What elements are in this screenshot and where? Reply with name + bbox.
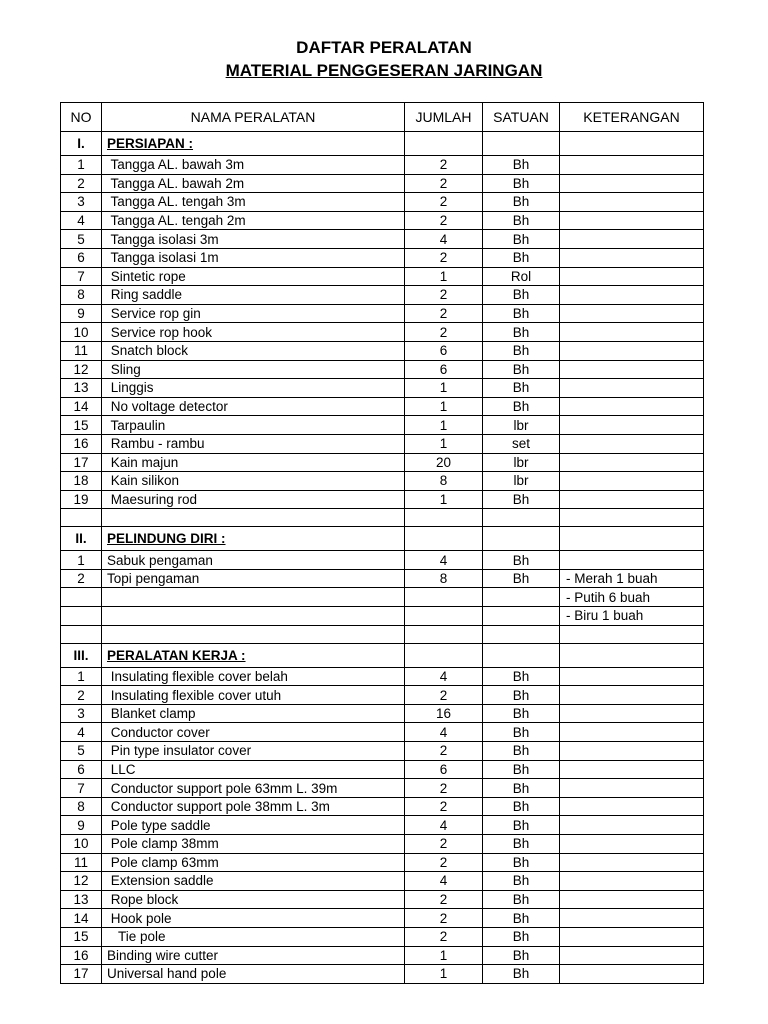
item-unit: Bh xyxy=(483,853,560,872)
item-quantity: 20 xyxy=(405,453,483,472)
item-quantity: 2 xyxy=(405,909,483,928)
item-name: Pin type insulator cover xyxy=(102,742,405,761)
table-row xyxy=(61,927,704,946)
item-note xyxy=(560,890,704,909)
header-note: KETERANGAN xyxy=(560,103,704,132)
item-unit: Bh xyxy=(483,890,560,909)
table-row xyxy=(61,490,704,509)
item-unit: Bh xyxy=(483,816,560,835)
table-row xyxy=(61,760,704,779)
item-name: Tangga AL. bawah 2m xyxy=(102,174,405,193)
table-row xyxy=(61,379,704,398)
item-unit: Bh xyxy=(483,286,560,305)
item-name: Extension saddle xyxy=(102,872,405,891)
item-unit: Bh xyxy=(483,742,560,761)
item-quantity: 6 xyxy=(405,760,483,779)
item-note xyxy=(560,286,704,305)
item-number: 5 xyxy=(61,230,102,249)
item-number: 3 xyxy=(61,704,102,723)
table-header-row xyxy=(61,103,704,132)
item-quantity: 2 xyxy=(405,797,483,816)
item-number: 1 xyxy=(61,667,102,686)
empty-cell xyxy=(560,132,704,156)
item-unit: Bh xyxy=(483,946,560,965)
item-unit: Bh xyxy=(483,248,560,267)
empty-cell xyxy=(405,625,483,643)
item-number: 13 xyxy=(61,890,102,909)
item-quantity: 4 xyxy=(405,551,483,570)
item-unit: Bh xyxy=(483,667,560,686)
item-name: Tarpaulin xyxy=(102,416,405,435)
item-quantity xyxy=(405,607,483,626)
item-unit: Bh xyxy=(483,211,560,230)
item-quantity: 2 xyxy=(405,835,483,854)
item-quantity: 1 xyxy=(405,416,483,435)
table-row xyxy=(61,156,704,175)
item-number: 12 xyxy=(61,872,102,891)
item-number xyxy=(61,588,102,607)
item-number: 4 xyxy=(61,211,102,230)
item-quantity: 2 xyxy=(405,927,483,946)
empty-cell xyxy=(560,643,704,667)
table-row xyxy=(61,434,704,453)
item-number: 10 xyxy=(61,323,102,342)
item-quantity: 1 xyxy=(405,397,483,416)
item-quantity: 4 xyxy=(405,230,483,249)
item-name: Service rop gin xyxy=(102,304,405,323)
item-note xyxy=(560,686,704,705)
item-number: 16 xyxy=(61,434,102,453)
table-row xyxy=(61,607,704,626)
empty-cell xyxy=(61,625,102,643)
item-note xyxy=(560,667,704,686)
item-name: Pole clamp 63mm xyxy=(102,853,405,872)
item-quantity: 4 xyxy=(405,872,483,891)
table-row xyxy=(61,416,704,435)
item-quantity: 6 xyxy=(405,360,483,379)
item-name: Insulating flexible cover utuh xyxy=(102,686,405,705)
item-name: Maesuring rod xyxy=(102,490,405,509)
item-note xyxy=(560,360,704,379)
item-number: 1 xyxy=(61,551,102,570)
item-unit: Bh xyxy=(483,723,560,742)
item-note: - Merah 1 buah xyxy=(560,569,704,588)
item-number: 18 xyxy=(61,472,102,491)
section-title: PERALATAN KERJA : xyxy=(107,647,246,663)
item-unit: Bh xyxy=(483,490,560,509)
item-number: 14 xyxy=(61,909,102,928)
item-note xyxy=(560,760,704,779)
table-row xyxy=(61,569,704,588)
item-unit: Bh xyxy=(483,156,560,175)
table-row xyxy=(61,174,704,193)
section-row xyxy=(61,643,704,667)
header-qty: JUMLAH xyxy=(405,103,483,132)
item-unit xyxy=(483,588,560,607)
item-note xyxy=(560,156,704,175)
header-no: NO xyxy=(61,103,102,132)
item-quantity: 4 xyxy=(405,723,483,742)
item-number: 10 xyxy=(61,835,102,854)
table-row xyxy=(61,360,704,379)
table-row xyxy=(61,341,704,360)
item-number: 4 xyxy=(61,723,102,742)
item-note xyxy=(560,779,704,798)
item-name: Pole type saddle xyxy=(102,816,405,835)
item-number: 6 xyxy=(61,760,102,779)
empty-cell xyxy=(405,643,483,667)
item-name: Conductor support pole 38mm L. 3m xyxy=(102,797,405,816)
table-row xyxy=(61,742,704,761)
document-subtitle: MATERIAL PENGGESERAN JARINGAN xyxy=(225,61,543,80)
item-unit: lbr xyxy=(483,453,560,472)
item-note xyxy=(560,723,704,742)
item-name: Ring saddle xyxy=(102,286,405,305)
section-title: PERSIAPAN : xyxy=(107,136,194,151)
item-quantity: 2 xyxy=(405,890,483,909)
item-name: Service rop hook xyxy=(102,323,405,342)
item-quantity: 8 xyxy=(405,569,483,588)
item-number: 11 xyxy=(61,341,102,360)
item-note xyxy=(560,248,704,267)
empty-cell xyxy=(405,132,483,156)
item-number: 9 xyxy=(61,304,102,323)
item-note xyxy=(560,379,704,398)
item-unit: Bh xyxy=(483,835,560,854)
item-note xyxy=(560,304,704,323)
item-quantity: 2 xyxy=(405,323,483,342)
table-row xyxy=(61,667,704,686)
empty-cell xyxy=(102,625,405,643)
item-number: 13 xyxy=(61,379,102,398)
item-unit: Bh xyxy=(483,686,560,705)
item-number: 5 xyxy=(61,742,102,761)
item-name: Universal hand pole xyxy=(102,965,405,984)
item-note xyxy=(560,174,704,193)
empty-cell xyxy=(102,509,405,527)
item-unit xyxy=(483,607,560,626)
item-quantity: 6 xyxy=(405,341,483,360)
item-name: Sabuk pengaman xyxy=(102,551,405,570)
item-unit: Bh xyxy=(483,909,560,928)
header-name: NAMA PERALATAN xyxy=(102,103,405,132)
empty-cell xyxy=(483,132,560,156)
item-name: Linggis xyxy=(102,379,405,398)
table-row xyxy=(61,946,704,965)
item-number: 14 xyxy=(61,397,102,416)
item-quantity: 8 xyxy=(405,472,483,491)
item-note xyxy=(560,472,704,491)
item-note xyxy=(560,453,704,472)
item-note xyxy=(560,397,704,416)
empty-cell xyxy=(405,509,483,527)
item-number: 2 xyxy=(61,686,102,705)
item-note xyxy=(560,434,704,453)
item-note xyxy=(560,341,704,360)
equipment-table xyxy=(60,102,704,984)
item-name: Tangga AL. tengah 2m xyxy=(102,211,405,230)
item-note xyxy=(560,742,704,761)
table-row xyxy=(61,304,704,323)
item-unit: Bh xyxy=(483,760,560,779)
table-row xyxy=(61,890,704,909)
item-number: 3 xyxy=(61,193,102,212)
item-unit: Rol xyxy=(483,267,560,286)
item-quantity: 2 xyxy=(405,742,483,761)
item-unit: Bh xyxy=(483,779,560,798)
empty-cell xyxy=(483,527,560,551)
item-unit: set xyxy=(483,434,560,453)
table-row xyxy=(61,248,704,267)
item-quantity: 2 xyxy=(405,304,483,323)
section-number: I. xyxy=(61,132,102,156)
item-note xyxy=(560,551,704,570)
item-note xyxy=(560,490,704,509)
item-unit: Bh xyxy=(483,872,560,891)
table-row xyxy=(61,193,704,212)
item-unit: Bh xyxy=(483,230,560,249)
item-quantity: 4 xyxy=(405,667,483,686)
item-quantity: 2 xyxy=(405,193,483,212)
table-row xyxy=(61,816,704,835)
item-name: Blanket clamp xyxy=(102,704,405,723)
item-quantity: 2 xyxy=(405,686,483,705)
item-unit: Bh xyxy=(483,965,560,984)
table-row xyxy=(61,853,704,872)
item-note xyxy=(560,323,704,342)
blank-row xyxy=(61,625,704,643)
empty-cell xyxy=(560,527,704,551)
item-note xyxy=(560,909,704,928)
item-number: 1 xyxy=(61,156,102,175)
section-title: PELINDUNG DIRI : xyxy=(107,531,226,547)
item-unit: Bh xyxy=(483,379,560,398)
item-quantity: 2 xyxy=(405,174,483,193)
table-row xyxy=(61,797,704,816)
item-note xyxy=(560,946,704,965)
table-row xyxy=(61,230,704,249)
item-quantity: 16 xyxy=(405,704,483,723)
section-number: II. xyxy=(61,527,102,551)
item-quantity: 2 xyxy=(405,286,483,305)
item-quantity: 2 xyxy=(405,211,483,230)
item-name xyxy=(102,588,405,607)
item-name: Snatch block xyxy=(102,341,405,360)
section-row xyxy=(61,527,704,551)
table-row xyxy=(61,704,704,723)
item-unit: Bh xyxy=(483,704,560,723)
item-name: Tangga AL. tengah 3m xyxy=(102,193,405,212)
item-name: Topi pengaman xyxy=(102,569,405,588)
item-note xyxy=(560,193,704,212)
item-unit: Bh xyxy=(483,397,560,416)
item-number: 7 xyxy=(61,779,102,798)
item-quantity: 1 xyxy=(405,965,483,984)
table-row xyxy=(61,286,704,305)
empty-cell xyxy=(560,625,704,643)
item-unit: Bh xyxy=(483,551,560,570)
item-name: Conductor support pole 63mm L. 39m xyxy=(102,779,405,798)
item-unit: Bh xyxy=(483,193,560,212)
item-unit: Bh xyxy=(483,927,560,946)
item-number: 17 xyxy=(61,453,102,472)
item-note xyxy=(560,872,704,891)
blank-row xyxy=(61,509,704,527)
item-name: Tie pole xyxy=(102,927,405,946)
item-name: LLC xyxy=(102,760,405,779)
item-unit: Bh xyxy=(483,323,560,342)
item-note xyxy=(560,816,704,835)
empty-cell xyxy=(405,527,483,551)
table-row xyxy=(61,397,704,416)
item-number: 9 xyxy=(61,816,102,835)
item-number xyxy=(61,607,102,626)
empty-cell xyxy=(483,625,560,643)
item-number: 8 xyxy=(61,797,102,816)
table-row xyxy=(61,453,704,472)
table-row xyxy=(61,551,704,570)
item-unit: Bh xyxy=(483,174,560,193)
empty-cell xyxy=(483,509,560,527)
item-note: - Putih 6 buah xyxy=(560,588,704,607)
item-name: Conductor cover xyxy=(102,723,405,742)
item-name: Binding wire cutter xyxy=(102,946,405,965)
header-unit: SATUAN xyxy=(483,103,560,132)
item-name: Tangga isolasi 1m xyxy=(102,248,405,267)
item-name: No voltage detector xyxy=(102,397,405,416)
item-unit: Bh xyxy=(483,360,560,379)
item-quantity: 1 xyxy=(405,379,483,398)
table-row xyxy=(61,686,704,705)
item-number: 15 xyxy=(61,416,102,435)
item-name: Tangga AL. bawah 3m xyxy=(102,156,405,175)
item-note xyxy=(560,927,704,946)
empty-cell xyxy=(560,509,704,527)
item-note xyxy=(560,704,704,723)
item-name: Pole clamp 38mm xyxy=(102,835,405,854)
item-quantity: 1 xyxy=(405,267,483,286)
item-number: 2 xyxy=(61,174,102,193)
table-row xyxy=(61,965,704,984)
item-note xyxy=(560,797,704,816)
item-quantity: 1 xyxy=(405,490,483,509)
item-name: Rope block xyxy=(102,890,405,909)
item-number: 7 xyxy=(61,267,102,286)
item-number: 6 xyxy=(61,248,102,267)
item-note: - Biru 1 buah xyxy=(560,607,704,626)
item-unit: lbr xyxy=(483,472,560,491)
table-row xyxy=(61,323,704,342)
item-name: Hook pole xyxy=(102,909,405,928)
item-number: 15 xyxy=(61,927,102,946)
empty-cell xyxy=(61,509,102,527)
item-number: 11 xyxy=(61,853,102,872)
table-row xyxy=(61,211,704,230)
table-row xyxy=(61,267,704,286)
table-row xyxy=(61,779,704,798)
item-name: Insulating flexible cover belah xyxy=(102,667,405,686)
item-number: 2 xyxy=(61,569,102,588)
section-row xyxy=(61,132,704,156)
item-number: 12 xyxy=(61,360,102,379)
item-note xyxy=(560,835,704,854)
item-name xyxy=(102,607,405,626)
section-number: III. xyxy=(61,643,102,667)
table-row xyxy=(61,835,704,854)
table-row xyxy=(61,723,704,742)
item-quantity xyxy=(405,588,483,607)
item-unit: Bh xyxy=(483,341,560,360)
item-note xyxy=(560,267,704,286)
table-row xyxy=(61,588,704,607)
item-name: Kain silikon xyxy=(102,472,405,491)
item-name: Kain majun xyxy=(102,453,405,472)
section-title-cell xyxy=(102,132,405,156)
item-unit: Bh xyxy=(483,569,560,588)
table-row xyxy=(61,872,704,891)
item-note xyxy=(560,965,704,984)
item-quantity: 2 xyxy=(405,156,483,175)
item-quantity: 2 xyxy=(405,248,483,267)
item-unit: lbr xyxy=(483,416,560,435)
section-title-cell xyxy=(102,643,405,667)
section-title-cell xyxy=(102,527,405,551)
item-name: Sling xyxy=(102,360,405,379)
item-quantity: 1 xyxy=(405,434,483,453)
document-title: DAFTAR PERALATAN xyxy=(296,38,472,57)
item-note xyxy=(560,230,704,249)
empty-cell xyxy=(483,643,560,667)
item-quantity: 2 xyxy=(405,779,483,798)
item-number: 8 xyxy=(61,286,102,305)
item-name: Sintetic rope xyxy=(102,267,405,286)
item-unit: Bh xyxy=(483,304,560,323)
item-note xyxy=(560,853,704,872)
table-row xyxy=(61,472,704,491)
item-number: 17 xyxy=(61,965,102,984)
item-name: Rambu - rambu xyxy=(102,434,405,453)
item-quantity: 1 xyxy=(405,946,483,965)
item-note xyxy=(560,416,704,435)
item-number: 19 xyxy=(61,490,102,509)
item-unit: Bh xyxy=(483,797,560,816)
item-quantity: 2 xyxy=(405,853,483,872)
item-number: 16 xyxy=(61,946,102,965)
item-quantity: 4 xyxy=(405,816,483,835)
item-name: Tangga isolasi 3m xyxy=(102,230,405,249)
item-note xyxy=(560,211,704,230)
table-row xyxy=(61,909,704,928)
